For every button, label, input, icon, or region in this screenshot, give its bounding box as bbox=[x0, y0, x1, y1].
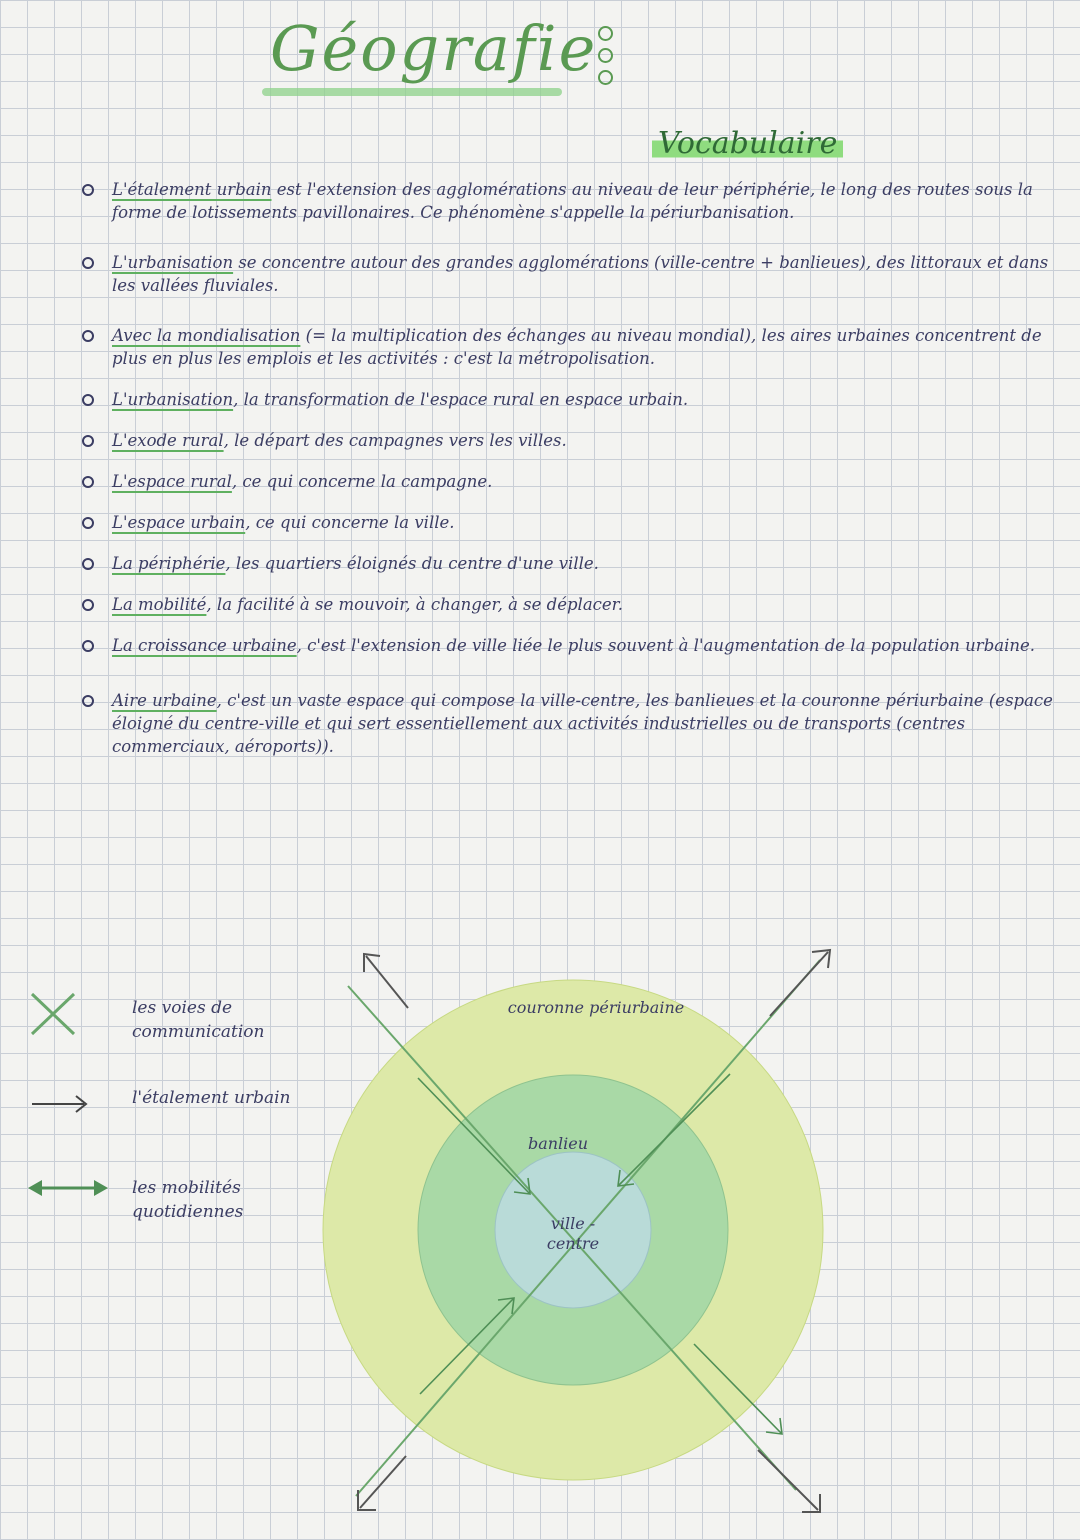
vocabulary-definition: , ce qui concerne la campagne. bbox=[231, 472, 493, 491]
vocabulary-entry bbox=[82, 511, 1057, 534]
bullet-icon bbox=[82, 558, 94, 570]
vocabulary-definition: est l'extension des agglomérations au niveau de leur périphérie, le long des routes sous la forme de lotissements pavillonaires. Ce phénomène s'appelle la périurbanisation. bbox=[112, 180, 1033, 222]
vocabulary-entry bbox=[82, 388, 1057, 411]
double-arrow-icon bbox=[22, 1168, 102, 1218]
vocabulary-definition: (= la multiplication des échanges au niveau mondial), les aires urbaines concentrent de plus en plus les emplois et les activités : c'est la métropolisation. bbox=[112, 326, 1042, 368]
vocabulary-term: L'urbanisation bbox=[112, 390, 234, 409]
x-mark-icon bbox=[22, 988, 102, 1038]
legend bbox=[22, 988, 322, 1258]
bullet-icon bbox=[82, 330, 94, 342]
vocabulary-entry bbox=[82, 634, 1057, 657]
bullet-icon bbox=[82, 257, 94, 269]
vocabulary-term: Avec la mondialisation bbox=[112, 326, 301, 345]
vocabulary-entry bbox=[82, 178, 1057, 224]
vocabulary-definition: , la transformation de l'espace rural en espace urbain. bbox=[233, 390, 689, 409]
vocabulary-term: La croissance urbaine bbox=[112, 636, 297, 655]
diagram-svg bbox=[318, 938, 1078, 1528]
vocabulary-entry bbox=[82, 552, 1057, 575]
title-underline bbox=[262, 88, 562, 96]
middle-ring-label: banlieu bbox=[527, 1134, 589, 1153]
vocabulary-term: L'espace rural bbox=[112, 472, 232, 491]
arrow-right-icon bbox=[22, 1078, 102, 1128]
vocabulary-term: L'étalement urbain bbox=[112, 180, 272, 199]
vocabulary-definition: , les quartiers éloignés du centre d'une ville. bbox=[225, 554, 599, 573]
vocabulary-entry bbox=[82, 324, 1057, 370]
vocabulary-definition: , c'est l'extension de ville liée le plus souvent à l'augmentation de la population urbaine. bbox=[296, 636, 1036, 655]
bullet-icon bbox=[82, 394, 94, 406]
bullet-icon bbox=[82, 599, 94, 611]
sprawl-arrow-ne bbox=[770, 952, 828, 1016]
vocabulary-term: Aire urbaine bbox=[112, 691, 217, 710]
vocabulary-entry bbox=[82, 470, 1057, 493]
vocabulary-entry bbox=[82, 689, 1057, 758]
bullet-icon bbox=[82, 640, 94, 652]
vocabulary-term: L'urbanisation bbox=[112, 253, 234, 272]
vocabulary-definition: , c'est un vaste espace qui compose la ville-centre, les banlieues et la couronne périurbaine (espace éloigné du centre-ville et qui sert essentiellement aux activités industrielles ou de transports (centres commerciaux, aéroports)). bbox=[112, 691, 1053, 756]
vocabulary-entry bbox=[82, 251, 1057, 297]
vocabulary-term: La périphérie bbox=[112, 554, 226, 573]
bullet-icon bbox=[82, 695, 94, 707]
vocabulary-definition: , la facilité à se mouvoir, à changer, à se déplacer. bbox=[206, 595, 623, 614]
page-title: Géografie bbox=[270, 12, 598, 85]
vocabulary-list bbox=[82, 178, 1057, 758]
vocabulary-term: La mobilité bbox=[112, 595, 207, 614]
vocabulary-entry bbox=[82, 429, 1057, 452]
sprawl-arrow-nw bbox=[366, 956, 408, 1008]
vocabulary-definition: se concentre autour des grandes agglomérations (ville-centre + banlieues), des littoraux et dans les vallées fluviales. bbox=[112, 253, 1049, 295]
bullet-icon bbox=[82, 435, 94, 447]
urban-area-diagram bbox=[318, 938, 1078, 1528]
vocabulary-definition: , ce qui concerne la ville. bbox=[245, 513, 455, 532]
bullet-icon bbox=[82, 476, 94, 488]
bullet-icon bbox=[82, 184, 94, 196]
legend-label: les voies de communication bbox=[132, 998, 265, 1042]
outer-ring-label: couronne périurbaine bbox=[507, 998, 685, 1017]
legend-item bbox=[22, 1078, 322, 1168]
title-colon bbox=[598, 26, 612, 92]
vocabulary-heading: Vocabulaire bbox=[652, 126, 843, 161]
vocabulary-term: L'exode rural bbox=[112, 431, 224, 450]
inner-circle-label: ville - centre bbox=[546, 1214, 600, 1253]
vocabulary-definition: , le départ des campagnes vers les villes. bbox=[223, 431, 567, 450]
legend-item bbox=[22, 1168, 322, 1258]
vocabulary-term: L'espace urbain bbox=[112, 513, 246, 532]
legend-label: les mobilités quotidiennes bbox=[132, 1178, 244, 1222]
sprawl-arrow-se bbox=[758, 1450, 818, 1510]
vocabulary-entry bbox=[82, 593, 1057, 616]
legend-item bbox=[22, 988, 322, 1078]
bullet-icon bbox=[82, 517, 94, 529]
legend-label: l'étalement urbain bbox=[132, 1088, 291, 1108]
